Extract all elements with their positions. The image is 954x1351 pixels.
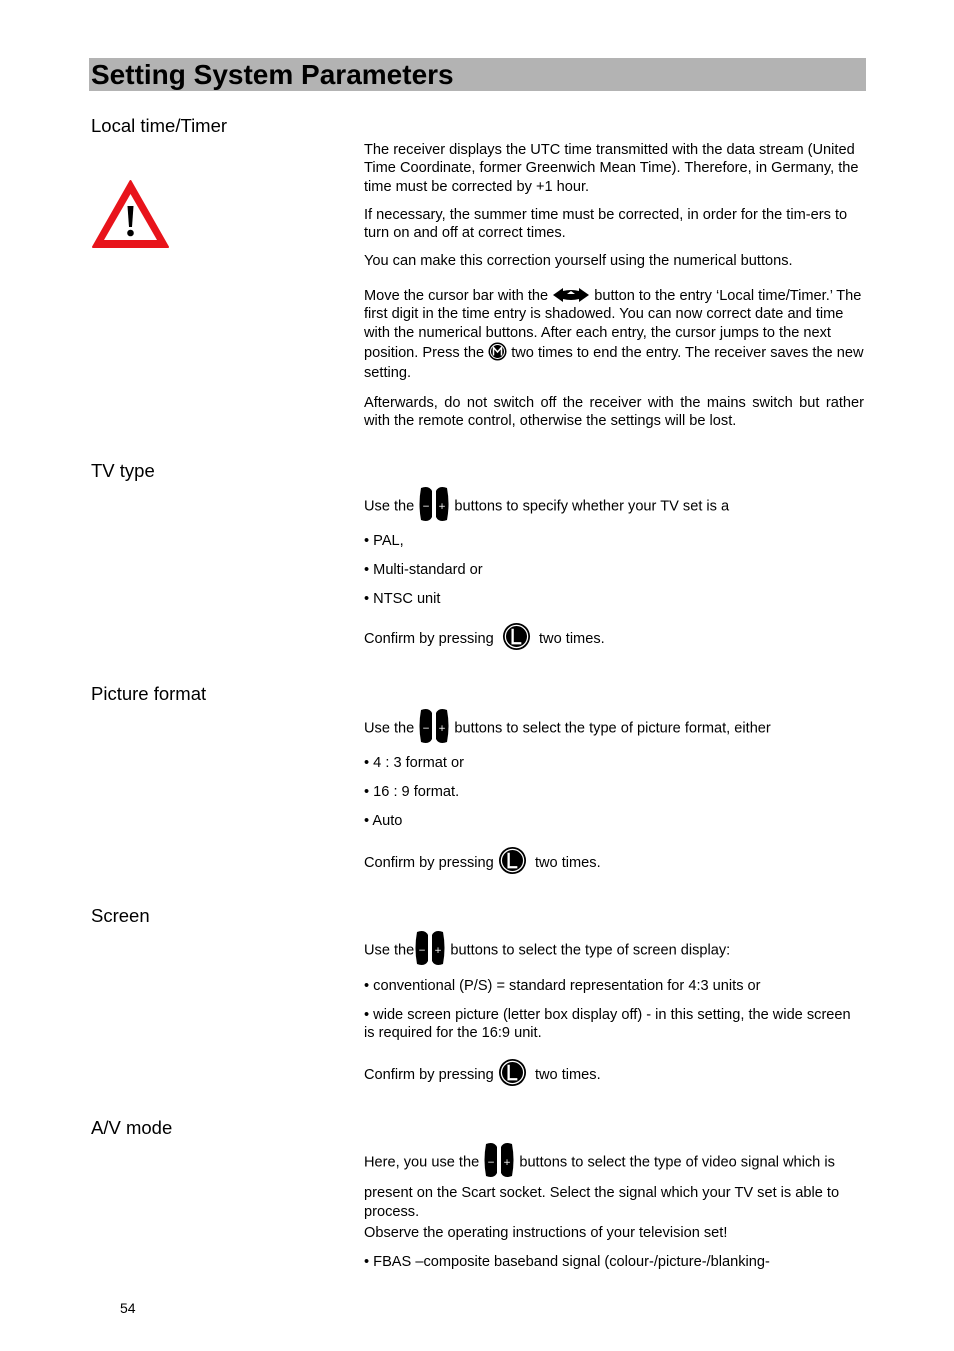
tv-type-use-text-a: Use the <box>364 498 415 515</box>
paragraph-summer-time: If necessary, the summer time must be corrected, in order for the tim-ers to turn on and off at correct times. <box>364 207 848 242</box>
picture-format-confirm-text-b: two times. <box>534 855 601 872</box>
picture-format-confirm-line <box>364 846 864 880</box>
picture-format-use-text-b: buttons to select the type of picture format, either <box>454 720 771 737</box>
warning-triangle-icon <box>91 179 170 254</box>
tv-type-use-text-b: buttons to specify whether your TV set is a <box>454 498 730 515</box>
av-mode-observe-paragraph: Observe the operating instructions of your television set! <box>364 1225 728 1241</box>
screen-use-line <box>364 929 864 972</box>
screen-confirm-text-a: Confirm by pressing <box>364 1067 494 1084</box>
picture-format-confirm-text-a: Confirm by pressing <box>364 855 494 872</box>
screen-use-text-b: buttons to select the type of screen display: <box>450 942 731 959</box>
tv-type-bullet-ntsc: • NTSC unit <box>364 591 441 607</box>
tv-type-use-line <box>364 485 864 528</box>
tv-type-bullet-multi: • Multi-standard or <box>364 562 483 578</box>
menu-m-button-icon <box>488 342 507 364</box>
cursor-text-b: button to the entry ‘Local time/Timer.’ The first digit in the time entry is shadowed. You can now correct date and time with the numerical buttons. After each entry, the cursor jumps to the next position. Press the <box>364 288 862 361</box>
paragraph-mains-switch: Afterwards, do not switch off the receiver with the mains switch but rather with the remote control, otherwise the settings will be lost. <box>364 395 864 430</box>
page-number: 54 <box>120 1300 136 1316</box>
volume-plus-minus-icon <box>418 485 450 528</box>
paragraph-correction: You can make this correction yourself using the numerical buttons. <box>364 253 793 269</box>
page-title-bar <box>89 58 866 91</box>
av-mode-use-text-b: buttons to select the type of video signal which is present on the Scart socket. Select the signal which your TV set is able to process. <box>364 1154 840 1220</box>
picture-format-bullet-auto: • Auto <box>364 813 403 829</box>
picture-format-use-line <box>364 707 864 750</box>
tv-type-confirm-line <box>364 622 864 656</box>
screen-bullet-wide: • wide screen picture (letter box display off) - in this setting, the wide screen is required for the 16:9 unit. <box>364 1007 851 1042</box>
section-heading-av-mode: A/V mode <box>91 1117 173 1138</box>
section-heading-local-time: Local time/Timer <box>91 115 228 136</box>
picture-format-use-text-a: Use the <box>364 720 415 737</box>
cursor-text-c: two times to end the entry. The receiver saves the new setting. <box>364 344 864 382</box>
picture-format-bullet-16-9: • 16 : 9 format. <box>364 784 460 800</box>
tv-type-confirm-text-b: two times. <box>539 631 605 648</box>
section-heading-picture-format: Picture format <box>91 683 207 704</box>
tv-type-confirm-text-a: Confirm by pressing <box>364 631 494 648</box>
volume-plus-minus-icon <box>418 707 450 750</box>
picture-format-bullet-4-3: • 4 : 3 format or <box>364 755 465 771</box>
screen-confirm-line <box>364 1058 864 1092</box>
tv-type-bullet-pal: • PAL, <box>364 533 404 549</box>
section-heading-tv-type: TV type <box>91 460 155 481</box>
screen-use-text-a: Use the <box>364 942 415 959</box>
volume-plus-minus-icon <box>414 929 446 972</box>
ok-l-button-icon <box>502 622 531 656</box>
cursor-text-a: Move the cursor bar with the <box>364 288 549 305</box>
av-mode-use-paragraph <box>364 1141 864 1221</box>
up-down-cursor-icon <box>552 287 590 305</box>
screen-bullet-conventional: • conventional (P/S) = standard representation for 4:3 units or <box>364 978 761 994</box>
volume-plus-minus-icon <box>483 1141 515 1184</box>
ok-l-button-icon <box>498 1058 527 1092</box>
ok-l-button-icon <box>498 846 527 880</box>
av-mode-bullet-fbas: • FBAS –composite baseband signal (colour-/picture-/blanking- <box>364 1254 770 1270</box>
av-mode-use-text-a: Here, you use the <box>364 1154 480 1171</box>
page-title: Setting System Parameters <box>91 59 454 90</box>
paragraph-cursor-instructions <box>364 287 864 383</box>
paragraph-utc-time: The receiver displays the UTC time transmitted with the data stream (United Time Coordinate, former Greenwich Mean Time). Therefore, in Germany, the time must be corrected by +1 hour. <box>364 142 859 195</box>
section-heading-screen: Screen <box>91 905 150 926</box>
screen-confirm-text-b: two times. <box>534 1067 601 1084</box>
